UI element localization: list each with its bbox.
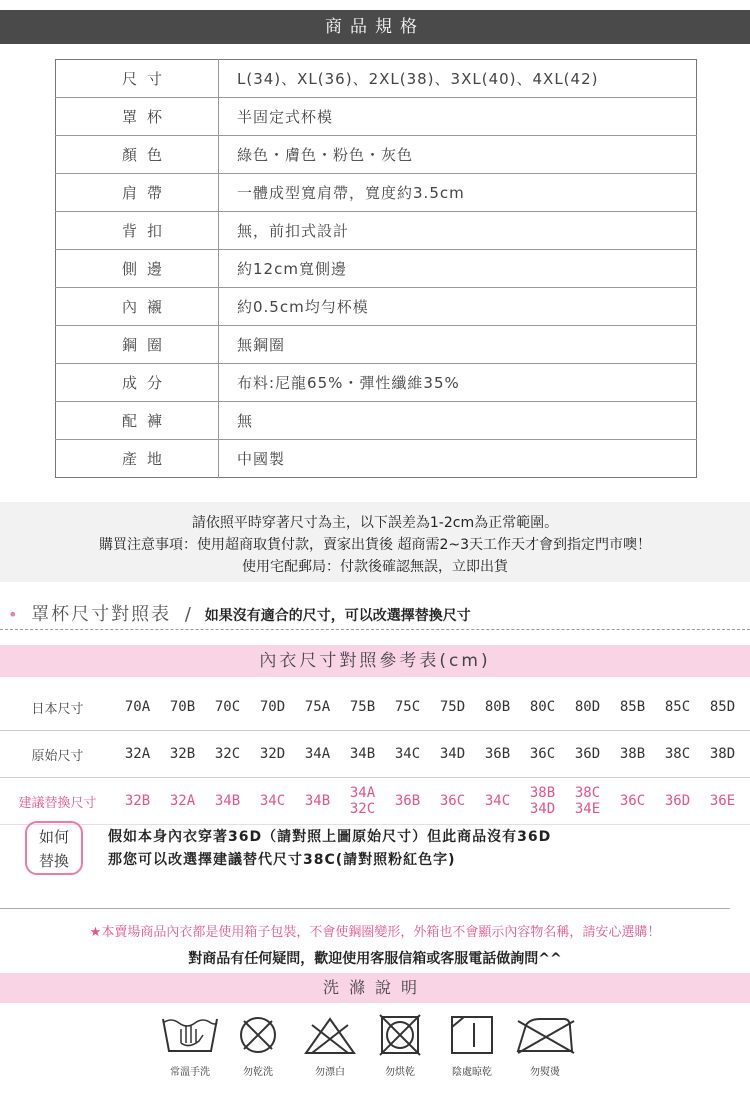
wash-label-6: 勿熨燙 — [530, 1067, 560, 1078]
size-cell: 34C — [484, 793, 511, 809]
spec-row — [56, 364, 697, 402]
how-text-line-2: 那您可以改選擇建議替代尺寸38C(請對照粉紅色字) — [108, 852, 456, 868]
spec-banner-title: 商品規格 — [325, 17, 425, 37]
how-badge-line-2: 替換 — [38, 852, 69, 870]
spec-value: 綠色・膚色・粉色・灰色 — [219, 136, 697, 174]
size-section-main: 罩杯尺寸對照表 — [31, 604, 172, 625]
size-cell: 36B — [484, 746, 511, 762]
size-row — [0, 778, 750, 825]
notice-line-3: 使用宅配郵局：付款後確認無誤，立即出貨 — [242, 559, 508, 575]
how-to-replace-text — [108, 826, 551, 872]
size-row — [0, 731, 750, 778]
bullet-dot: • — [8, 605, 18, 624]
size-cell: 80D — [574, 699, 601, 715]
no-iron-icon — [512, 1013, 578, 1057]
spec-key: 產地 — [56, 440, 219, 478]
size-cell: 34D — [439, 746, 466, 762]
size-cell: 34B — [214, 793, 241, 809]
size-cell: 32C — [214, 746, 241, 762]
spec-key: 內襯 — [56, 288, 219, 326]
size-cell: 38B 34D — [529, 785, 556, 817]
spec-row — [56, 136, 697, 174]
spec-value: 一體成型寬肩帶，寬度約3.5cm — [219, 174, 697, 212]
spec-key: 顏色 — [56, 136, 219, 174]
spec-key: 背扣 — [56, 212, 219, 250]
spec-key: 罩杯 — [56, 98, 219, 136]
size-cell: 36C — [619, 793, 646, 809]
spec-value: 約0.5cm均勻杯模 — [219, 288, 697, 326]
size-cell: 32B — [169, 746, 196, 762]
wash-title — [0, 973, 750, 1003]
size-table-title — [0, 645, 750, 677]
size-cell: 36C — [439, 793, 466, 809]
no-machine-dry-icon — [378, 1013, 422, 1057]
size-cell: 36C — [529, 746, 556, 762]
notice-line-2: 購買注意事項：使用超商取貨付款，賣家出貨後 超商需2~3天工作天才會到指定門市噢！ — [99, 537, 651, 553]
spec-key: 側邊 — [56, 250, 219, 288]
wash-label-3: 勿漂白 — [315, 1067, 345, 1078]
size-cell: 34B — [349, 746, 376, 762]
how-badge-line-1: 如何 — [38, 828, 69, 846]
size-cell: 85C — [664, 699, 691, 715]
size-cell: 85B — [619, 699, 646, 715]
wash-label-5: 陰處晾乾 — [452, 1067, 492, 1078]
size-cell: 34C — [259, 793, 286, 809]
gray-divider — [0, 908, 730, 909]
size-table-title-text: 內衣尺寸對照參考表(cm) — [259, 651, 491, 671]
size-cell: 32D — [259, 746, 286, 762]
size-cell: 85D — [709, 699, 736, 715]
spec-value: L(34)、XL(36)、2XL(38)、3XL(40)、4XL(42) — [237, 70, 599, 88]
how-to-replace-badge — [25, 821, 83, 875]
spec-row — [56, 212, 697, 250]
size-cell: 70A — [124, 699, 151, 715]
size-section-slash: / — [184, 604, 191, 625]
wash-label-4: 勿烘乾 — [385, 1067, 415, 1078]
size-cell: 75C — [394, 699, 421, 715]
how-text-line-1: 假如本身內衣穿著36D（請對照上圖原始尺寸）但此商品沒有36D — [108, 829, 552, 845]
packaging-note: ★本賣場商品內衣都是使用箱子包裝，不會使鋼圈變形，外箱也不會顯示內容物名稱，請安心選購！ — [89, 925, 661, 940]
spec-banner — [0, 10, 750, 44]
spec-key: 鋼圈 — [56, 326, 219, 364]
spec-value: 約12cm寬側邊 — [219, 250, 697, 288]
size-cell: 80B — [484, 699, 511, 715]
wash-item-no-tumble-dry — [218, 1013, 298, 1078]
contact-note: 對商品有任何疑問，歡迎使用客服信箱或客服電話做詢問^^ — [188, 951, 562, 967]
size-cell: 38D — [709, 746, 736, 762]
wash-label-1: 常溫手洗 — [170, 1067, 210, 1078]
spec-row — [56, 288, 697, 326]
spec-key: 肩帶 — [56, 174, 219, 212]
size-cell: 36D — [664, 793, 691, 809]
spec-value: 無 — [219, 402, 697, 440]
spec-key: 尺寸 — [56, 60, 219, 98]
spec-value: 中國製 — [219, 440, 697, 478]
spec-row — [56, 98, 697, 136]
spec-row — [56, 250, 697, 288]
size-cell: 75A — [304, 699, 331, 715]
size-cell: 32A — [169, 793, 196, 809]
spec-row — [56, 402, 697, 440]
spec-row — [56, 174, 697, 212]
size-cell: 80C — [529, 699, 556, 715]
size-cell: 70B — [169, 699, 196, 715]
size-cell: 75B — [349, 699, 376, 715]
size-cell: 38C — [664, 746, 691, 762]
wash-item-no-iron — [505, 1013, 585, 1078]
no-bleach-icon — [302, 1013, 358, 1057]
size-cell: 34C — [394, 746, 421, 762]
size-section-title — [8, 600, 748, 626]
wash-item-shade-dry — [432, 1013, 512, 1078]
spec-row — [56, 440, 697, 478]
size-row-label: 原始尺寸 — [31, 748, 84, 764]
spec-row — [56, 60, 697, 98]
size-cell: 34A 32C — [349, 785, 376, 817]
notice-box — [0, 502, 750, 582]
spec-key: 配褲 — [56, 402, 219, 440]
size-cell: 70C — [214, 699, 241, 715]
size-row-label: 日本尺寸 — [31, 701, 84, 717]
size-cell: 32B — [124, 793, 151, 809]
size-cell: 36B — [394, 793, 421, 809]
size-row-label: 建議替換尺寸 — [18, 795, 97, 811]
spec-value: 無，前扣式設計 — [219, 212, 697, 250]
size-cell: 36E — [709, 793, 736, 809]
size-cell: 70D — [259, 699, 286, 715]
spec-value: 無鋼圈 — [219, 326, 697, 364]
hand-wash-icon — [159, 1013, 221, 1057]
size-cell: 32A — [124, 746, 151, 762]
spec-table — [55, 59, 697, 478]
wash-item-no-machine-dry — [360, 1013, 440, 1078]
shade-dry-icon — [448, 1013, 496, 1057]
spec-value: 布料:尼龍65%・彈性纖維35% — [219, 364, 697, 402]
wash-item-no-bleach — [290, 1013, 370, 1078]
size-cell: 36D — [574, 746, 601, 762]
size-cell: 38C 34E — [574, 785, 601, 817]
no-tumble-dry-icon — [236, 1013, 280, 1057]
size-row — [0, 684, 750, 731]
spec-value: 半固定式杯模 — [219, 98, 697, 136]
wash-title-text: 洗滌說明 — [322, 978, 427, 997]
size-cell: 34B — [304, 793, 331, 809]
size-section-subtitle: 如果沒有適合的尺寸，可以改選擇替換尺寸 — [204, 608, 471, 624]
wash-label-2: 勿乾洗 — [243, 1067, 273, 1078]
size-cell: 38B — [619, 746, 646, 762]
spec-row — [56, 326, 697, 364]
notice-line-1: 請依照平時穿著尺寸為主，以下誤差為1-2cm為正常範圍。 — [191, 515, 559, 531]
size-cell: 75D — [439, 699, 466, 715]
spec-key: 成分 — [56, 364, 219, 402]
dotted-divider — [0, 629, 750, 630]
size-cell: 34A — [304, 746, 331, 762]
